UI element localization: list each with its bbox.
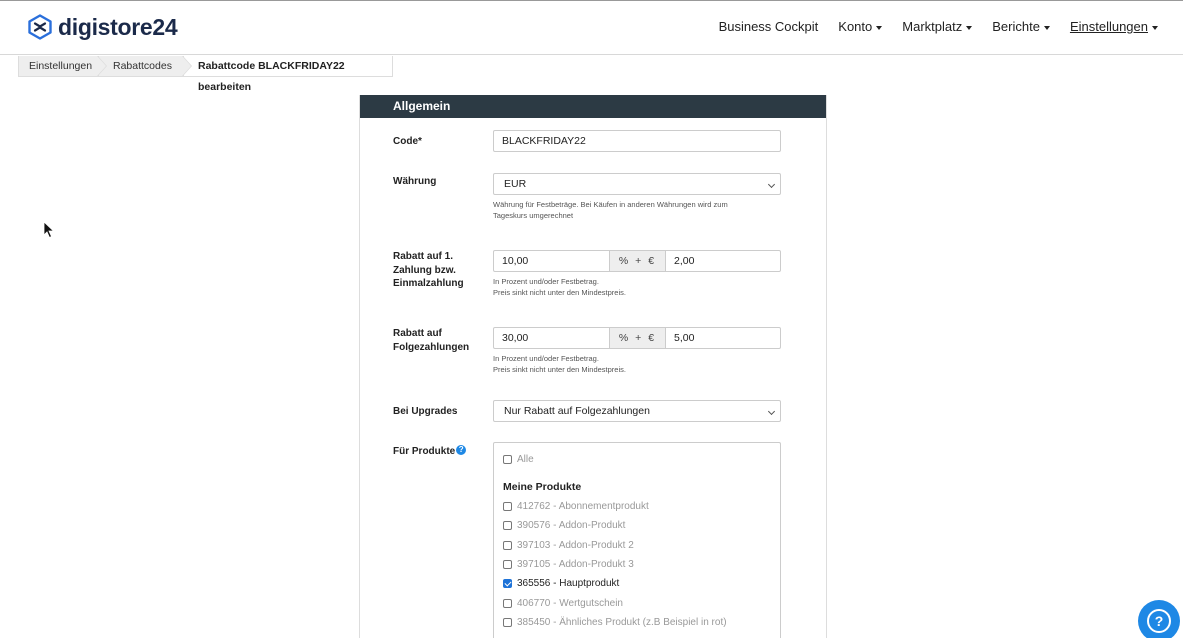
upgrades-select[interactable] (493, 400, 781, 422)
checkbox-icon (503, 618, 512, 627)
products-label-text: Für Produkte (393, 446, 456, 457)
currency-label: Währung (393, 176, 437, 187)
upgrades-value: Nur Rabatt auf Folgezahlungen (504, 405, 650, 417)
main-nav (719, 19, 1158, 34)
breadcrumb-label: Rabattcodes (113, 60, 172, 72)
nav-label: Marktplatz (902, 19, 963, 34)
currency-help (493, 199, 728, 221)
breadcrumb-label: Rabattcode BLACKFRIDAY22 bearbeiten (198, 60, 345, 93)
nav-label: Einstellungen (1069, 19, 1148, 34)
logo-icon (27, 14, 53, 40)
first-payment-fixed-input[interactable]: 2,00 (665, 250, 781, 272)
checkbox-icon (503, 560, 512, 569)
chevron-down-icon (768, 408, 775, 415)
first-payment-help (493, 276, 626, 298)
checkbox-label: 397105 - Addon-Produkt 3 (517, 559, 634, 570)
checkbox-label: 385450 - Ähnliches Produkt (z.B Beispiel in rot) (517, 617, 727, 628)
checkbox-label: 365556 - Hauptprodukt (517, 578, 620, 589)
product-checkbox[interactable] (503, 520, 625, 531)
checkbox-icon (503, 521, 512, 530)
follow-payments-fixed-input[interactable]: 5,00 (665, 327, 781, 349)
checkbox-label: 397103 - Addon-Produkt 2 (517, 540, 634, 551)
follow-payments-label (393, 327, 469, 354)
nav-einstellungen[interactable] (1070, 19, 1158, 34)
follow-payments-percent-input[interactable]: 30,00 (493, 327, 610, 349)
checkbox-icon (503, 502, 512, 511)
label-line: Rabatt auf (393, 328, 442, 339)
help-line: In Prozent und/oder Festbetrag. (493, 354, 599, 363)
products-list (493, 442, 781, 638)
upgrades-label: Bei Upgrades (393, 406, 458, 417)
checkbox-label: 406770 - Wertgutschein (517, 598, 623, 609)
nav-business-cockpit[interactable] (719, 19, 819, 34)
nav-label: Berichte (992, 19, 1040, 34)
products-label (393, 445, 466, 459)
help-line: Tageskurs umgerechnet (493, 211, 574, 220)
help-line: Preis sinkt nicht unter den Mindestpreis. (493, 365, 626, 374)
checkbox-label: 390576 - Addon-Produkt (517, 520, 626, 531)
checkbox-icon (503, 455, 512, 464)
label-line: Rabatt auf 1. (393, 251, 454, 262)
caret-down-icon (1152, 26, 1158, 30)
breadcrumb-rabattcodes[interactable] (98, 56, 183, 77)
label-line: Einmalzahlung (393, 278, 464, 289)
checkbox-label: 412762 - Abonnementprodukt (517, 501, 649, 512)
product-checkbox-checked[interactable] (503, 578, 619, 589)
first-payment-label (393, 250, 464, 291)
help-chat-button[interactable] (1138, 600, 1180, 638)
label-line: Folgezahlungen (393, 341, 470, 353)
question-icon: ? (1147, 609, 1171, 633)
nav-berichte[interactable] (992, 19, 1050, 34)
brand-name: digistore24 (58, 13, 178, 40)
breadcrumb (18, 56, 393, 93)
product-checkbox[interactable] (503, 559, 634, 570)
first-payment-percent-input[interactable]: 10,00 (493, 250, 610, 272)
nav-label: Business Cockpit (718, 19, 819, 34)
mouse-cursor-icon (43, 221, 55, 239)
product-checkbox[interactable] (503, 501, 649, 512)
code-label: Code* (393, 136, 422, 147)
help-line: Preis sinkt nicht unter den Mindestpreis. (493, 288, 626, 297)
product-checkbox[interactable] (503, 540, 634, 551)
follow-payments-help (493, 353, 626, 375)
checkbox-icon (503, 541, 512, 550)
caret-down-icon (1044, 26, 1050, 30)
discount-form-panel (359, 95, 827, 638)
products-group-title: Meine Produkte (503, 481, 582, 493)
breadcrumb-separator (97, 56, 106, 76)
checkbox-checked-icon (503, 579, 512, 588)
breadcrumb-label: Einstellungen (29, 60, 93, 72)
currency-select[interactable] (493, 173, 781, 195)
breadcrumb-separator (182, 56, 191, 76)
help-line: In Prozent und/oder Festbetrag. (493, 277, 599, 286)
checkbox-icon (503, 599, 512, 608)
currency-value: EUR (504, 178, 527, 190)
nav-marktplatz[interactable] (902, 19, 972, 34)
breadcrumb-einstellungen[interactable] (18, 56, 98, 77)
percent-plus-euro-addon: % + € (610, 327, 665, 349)
chevron-down-icon (768, 181, 775, 188)
product-checkbox-all[interactable] (503, 454, 534, 465)
nav-konto[interactable] (838, 19, 882, 34)
percent-plus-euro-addon: % + € (610, 250, 665, 272)
panel-title: Allgemein (360, 95, 826, 118)
breadcrumb-current (183, 56, 393, 93)
product-checkbox[interactable] (503, 598, 623, 609)
brand-logo[interactable] (27, 13, 177, 41)
label-line: Zahlung bzw. (393, 264, 456, 276)
checkbox-label: Alle (517, 454, 534, 465)
help-line: Währung für Festbeträge. Bei Käufen in anderen Währungen wird zum (493, 200, 728, 209)
help-question-icon[interactable]: ? (456, 445, 466, 455)
top-navbar (0, 0, 1183, 55)
caret-down-icon (966, 26, 972, 30)
code-input[interactable]: BLACKFRIDAY22 (493, 130, 781, 152)
product-checkbox[interactable] (503, 617, 727, 628)
nav-label: Konto (838, 19, 873, 34)
caret-down-icon (876, 26, 882, 30)
